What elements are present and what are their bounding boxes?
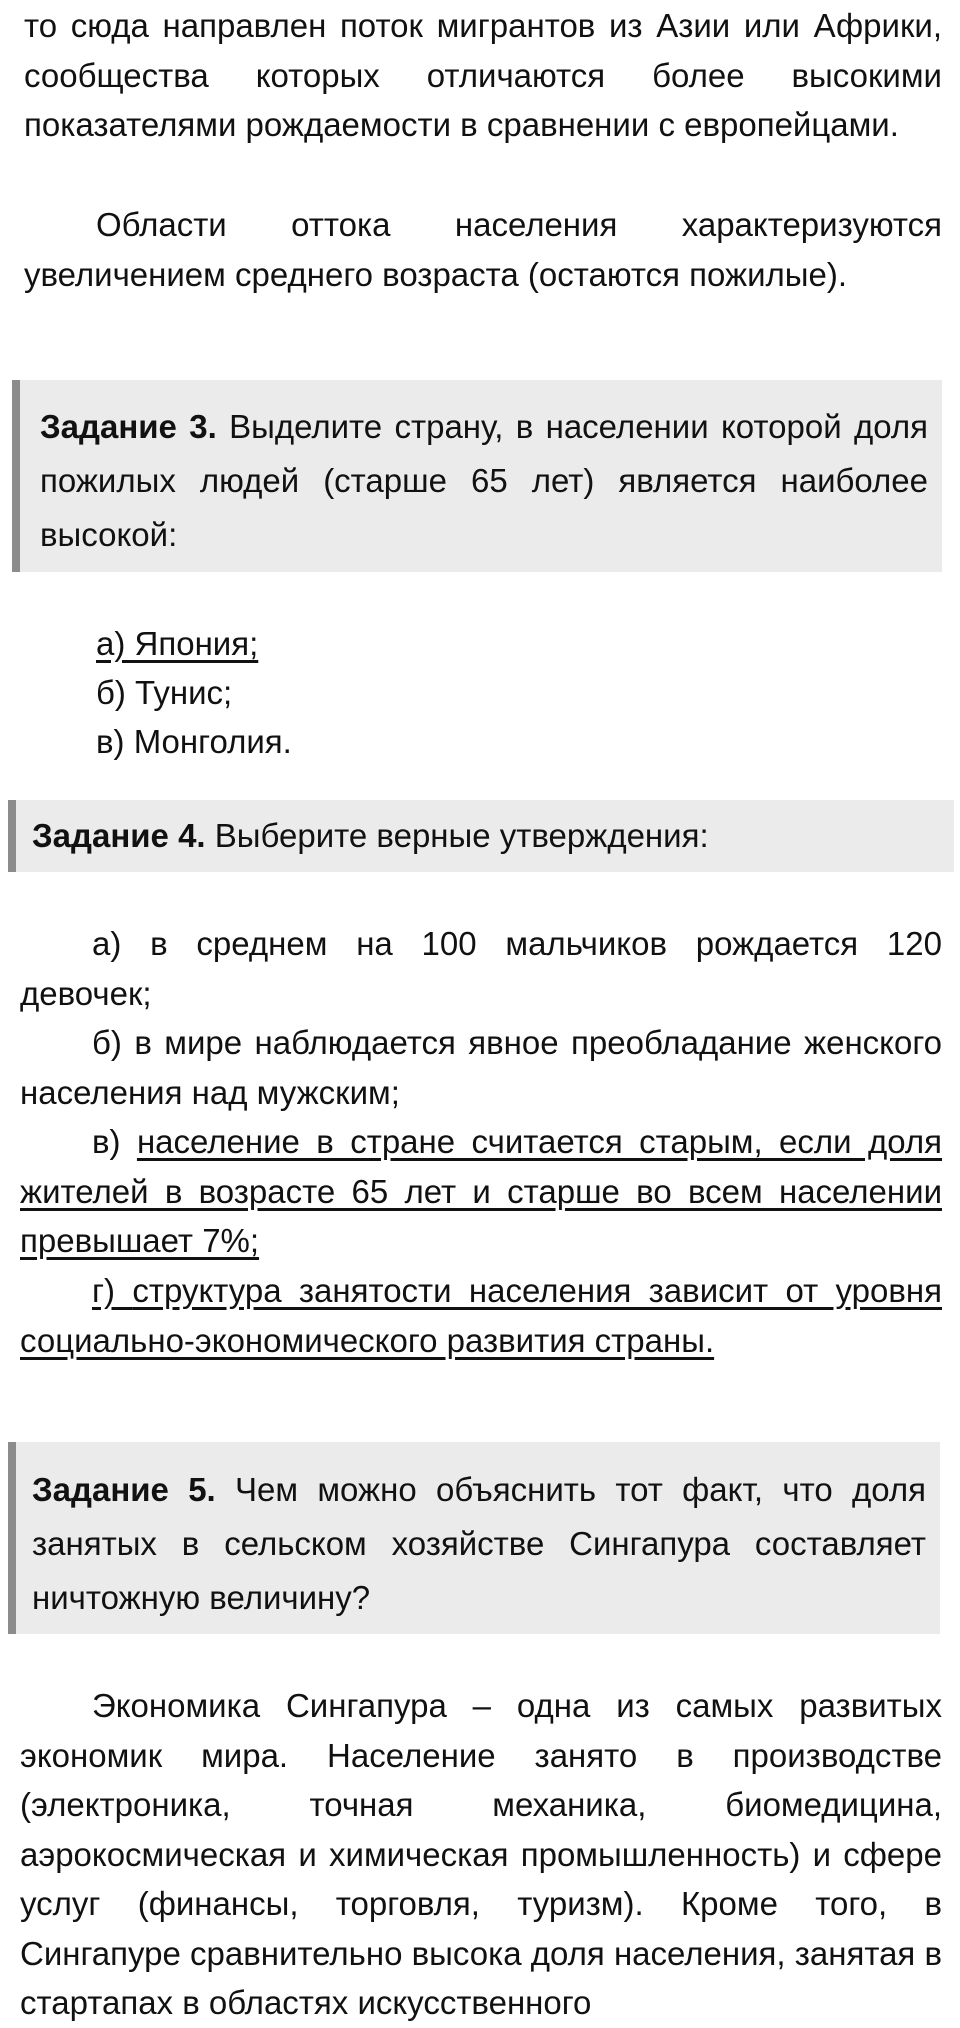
task-5-label: Задание 5. <box>32 1471 216 1508</box>
task-3-option-c: в) Монголия. <box>96 723 292 760</box>
statement-prefix: б) <box>92 1024 122 1061</box>
task-3-question: Выделите страну, в населении которой доля пожилых людей (старше 65 лет) является наиболее высокой: <box>40 408 928 553</box>
statement-prefix: в) <box>92 1123 121 1160</box>
task-4-box <box>8 800 954 872</box>
task-5-question: Чем можно объяснить тот факт, что доля занятых в сельском хозяйстве Сингапура составляет ничтожную величину? <box>32 1471 926 1616</box>
task-3-box <box>12 380 942 572</box>
statement-text: структура занятости населения зависит от уровня социально-экономического развития страны. <box>20 1272 942 1359</box>
task-3-option-a: а) Япония; <box>96 625 259 662</box>
task-4-question: Выберите верные утверждения: <box>214 817 709 854</box>
task-4-statement-d <box>20 1266 942 1365</box>
task-4-statement-c <box>20 1117 942 1266</box>
task-4-label: Задание 4. <box>32 817 206 854</box>
task-4-statement-b <box>20 1018 942 1117</box>
task-5-answer: Экономика Сингапура – одна из самых развитых экономик мира. Население занято в производстве (электроника, точная механика, биомедицина, аэрокосмическая и химическая промышленность) и сфере услуг (финансы, торговля, туризм). Кроме того, в Сингапуре сравнительно высока доля населения, занятая в стартапах в областях искусственного <box>20 1687 943 2021</box>
task-5-box <box>8 1442 940 1634</box>
intro-paragraph-1: то сюда направлен поток мигрантов из Азии или Африки, сообщества которых отличаются более высокими показателями рождаемости в сравнении с европейцами. <box>24 7 942 143</box>
statement-prefix: г) <box>92 1272 116 1309</box>
statement-text: в среднем на 100 мальчиков рождается 120 девочек; <box>20 925 942 1012</box>
statement-prefix: а) <box>92 925 122 962</box>
task-3-option-b: б) Тунис; <box>96 674 233 711</box>
task-4-statement-a <box>20 919 942 1018</box>
statement-text: население в стране считается старым, если доля жителей в возрасте 65 лет и старше во всем населении превышает 7%; <box>20 1123 942 1259</box>
intro-paragraph-2: Области оттока населения характеризуются увеличением среднего возраста (остаются пожилые). <box>24 206 942 293</box>
statement-text: в мире наблюдается явное преобладание женского населения над мужским; <box>20 1024 942 1111</box>
task-3-label: Задание 3. <box>40 408 217 445</box>
